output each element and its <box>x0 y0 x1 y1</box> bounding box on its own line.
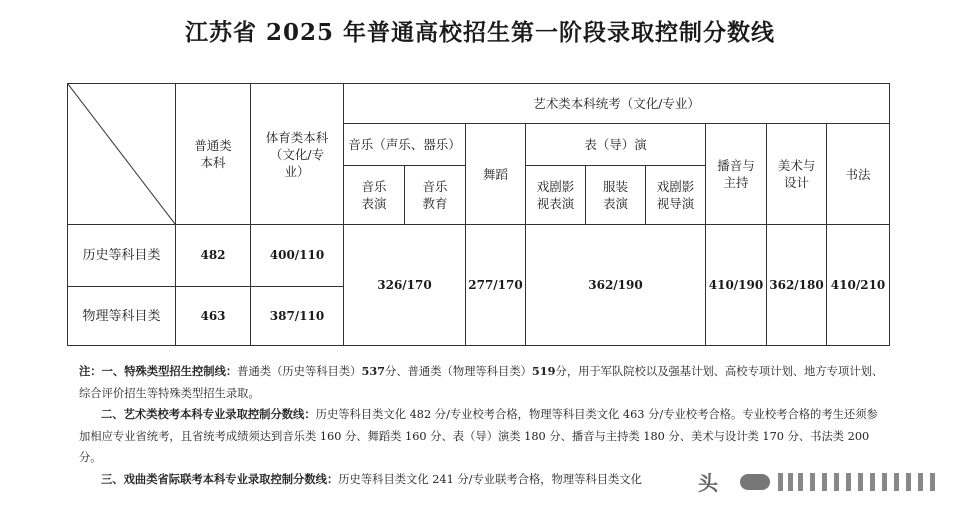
note-2-text: 历史等科目类文化 482 分/专业校考合格，物理等科目类文化 463 分/专业校考合格。专业校考合格的考生还须参加相应专业省统考，且省统考成绩须达到音乐类 160 分、舞蹈类 160 分、表（导）演类 180 分、播音与主持类 180 分、美术与设计类 170 分、书法类 200 分。 <box>79 408 878 464</box>
note-1 <box>79 361 889 404</box>
cell-calligraphy: 410/210 <box>827 225 890 346</box>
score-table <box>67 83 890 346</box>
header-drama-film: 戏剧影视表演 <box>526 166 586 225</box>
header-fine-art: 美术与设计 <box>767 124 827 225</box>
cell-perform: 362/190 <box>526 225 706 346</box>
note-3-text: 历史等科目类文化 241 分/专业联考合格，物理等科目类文化 <box>338 472 642 486</box>
header-music-perform: 音乐表演 <box>344 166 405 225</box>
watermark-logo-icon <box>738 471 948 493</box>
header-music-edu: 音乐教育 <box>405 166 466 225</box>
note-3-lead: 三、戏曲类省际联考本科专业录取控制分数线： <box>101 471 339 486</box>
header-perform-group: 表（导）演 <box>526 124 706 166</box>
page-title: 江苏省 2025 年普通高校招生第一阶段录取控制分数线 <box>184 19 776 46</box>
note-1-text-c: 分，用于军队院校以及强基计划、高校专项计划、地方专项计划、综合评价招生等特殊类型招生录取。 <box>79 365 884 400</box>
note-2 <box>79 404 889 469</box>
header-drama-direct: 戏剧影视导演 <box>646 166 706 225</box>
cell-broadcast: 410/190 <box>706 225 767 346</box>
cell-history-sports: 400/110 <box>251 225 344 287</box>
header-art-group: 艺术类本科统考（文化/专业） <box>344 84 890 124</box>
row-label-physics: 物理等科目类 <box>68 287 176 346</box>
header-broadcast: 播音与主持 <box>706 124 767 225</box>
corner-cell <box>68 84 176 225</box>
header-general: 普通类本科 <box>176 84 251 225</box>
note-1-score-b: 519 <box>531 364 556 378</box>
note-1-text-a: 普通类（历史等科目类） <box>237 365 362 378</box>
cell-physics-sports: 387/110 <box>251 287 344 346</box>
note-1-lead: 注：一、特殊类型招生控制线： <box>79 364 238 378</box>
header-costume: 服装表演 <box>586 166 646 225</box>
cell-music: 326/170 <box>344 225 466 346</box>
cell-history-general: 482 <box>176 225 251 287</box>
note-2-lead: 二、艺术类校考本科专业录取控制分数线： <box>101 407 316 421</box>
watermark-text: 头 <box>698 471 718 495</box>
cell-dance: 277/170 <box>466 225 526 346</box>
note-1-text-b: 分、普通类（物理等科目类） <box>385 365 532 378</box>
watermark <box>698 465 948 499</box>
cell-physics-general: 463 <box>176 287 251 346</box>
header-music: 音乐（声乐、器乐） <box>344 124 466 166</box>
header-sports: 体育类本科（文化/专业） <box>251 84 344 225</box>
row-label-history: 历史等科目类 <box>68 225 176 287</box>
diagonal-line <box>68 84 175 224</box>
header-dance: 舞蹈 <box>466 124 526 225</box>
header-calligraphy: 书法 <box>827 124 890 225</box>
cell-fine-art: 362/180 <box>767 225 827 346</box>
note-1-score-a: 537 <box>361 364 386 378</box>
